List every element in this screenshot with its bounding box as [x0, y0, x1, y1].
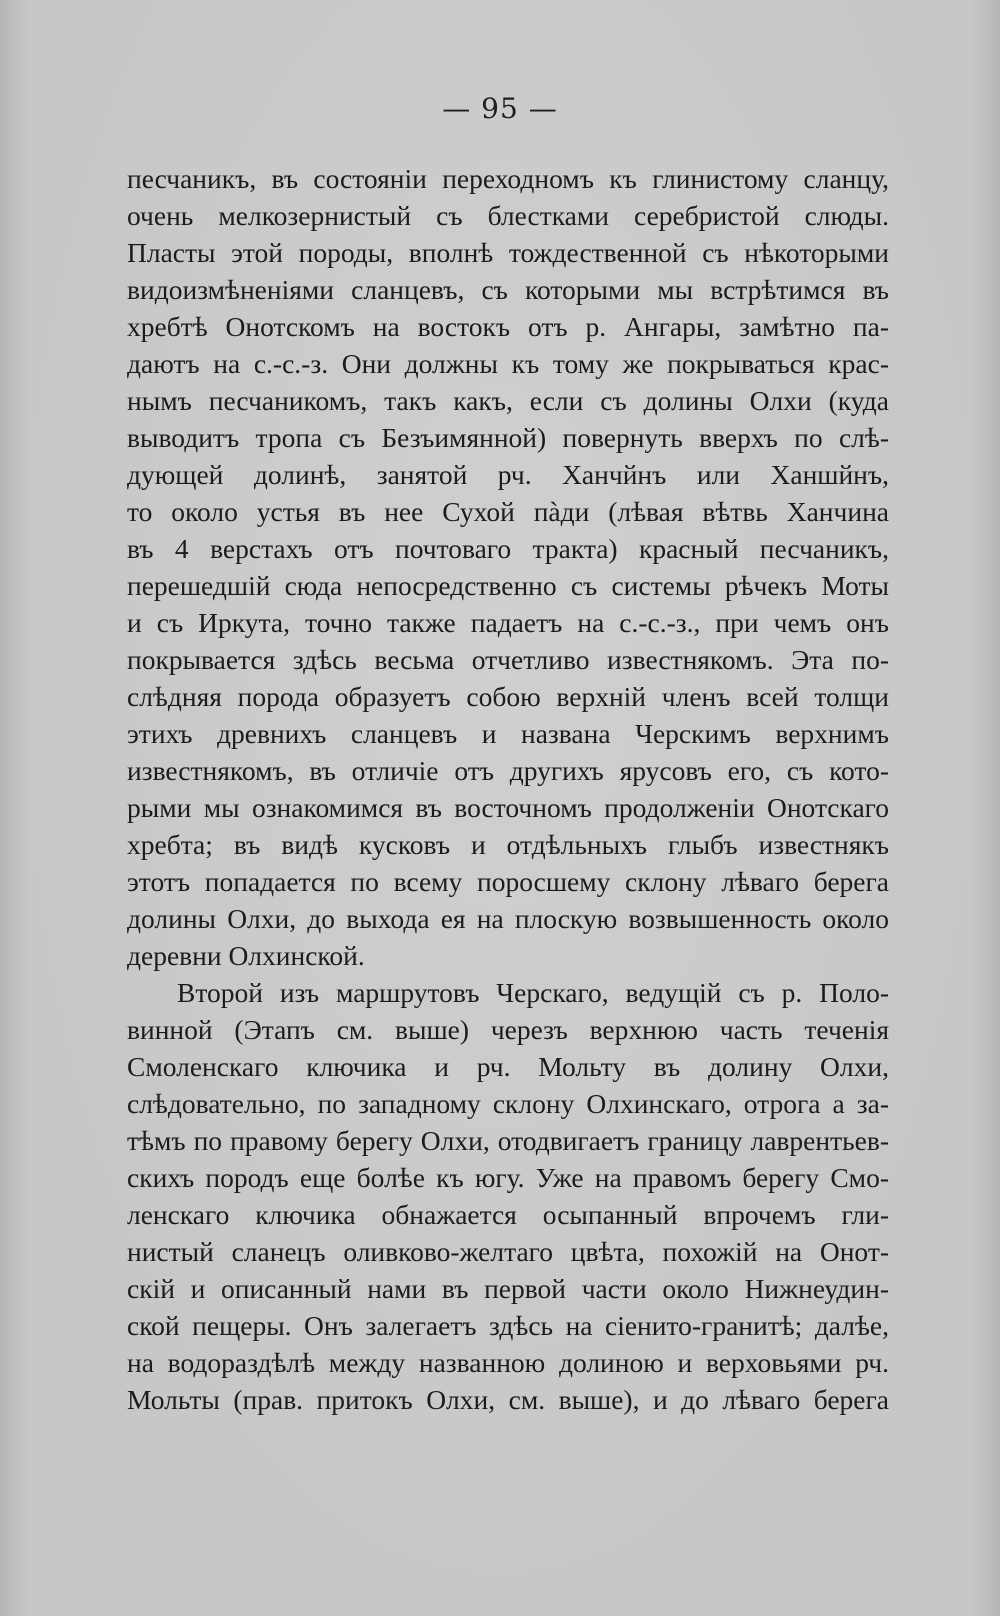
text-line: нистый сланецъ оливково-желтаго цвѣта, похожій на Онот- — [127, 1236, 889, 1267]
text-line: то около устья въ нее Сухой пàди (лѣвая вѣтвь Ханчина — [127, 496, 889, 527]
text-line: скихъ породъ еще болѣе къ югу. Уже на правомъ берегу Смо- — [127, 1162, 889, 1193]
text-line: слѣдовательно, по западному склону Олхинскаго, отрога а за- — [127, 1088, 889, 1119]
page-number: — 95 — — [442, 92, 558, 125]
text-line: песчаникъ, въ состояніи переходномъ къ глинистому сланцу, — [127, 163, 889, 194]
text-line: дующей долинѣ, занятой рч. Ханчйнъ или Ханшйнъ, — [127, 459, 889, 490]
text-line: хребта; въ видѣ кусковъ и отдѣльныхъ глыбъ известнякъ — [127, 829, 889, 860]
text-line: ской пещеры. Онъ залегаетъ здѣсь на сіенито-гранитѣ; далѣе, — [127, 1310, 889, 1341]
text-line: перешедшій сюда непосредственно съ системы рѣчекъ Моты — [127, 570, 889, 601]
text-line: деревни Олхинской. — [127, 940, 365, 971]
text-line: скій и описанный нами въ первой части около Нижнеудин- — [127, 1273, 889, 1304]
text-line: покрывается здѣсь весьма отчетливо известнякомъ. Эта по- — [127, 644, 889, 675]
text-line: на водораздѣлѣ между названною долиною и верховьями рч. — [127, 1347, 889, 1378]
text-line: Второй изъ маршрутовъ Черскаго, ведущій съ р. Поло- — [177, 977, 889, 1008]
text-line: выводитъ тропа съ Безъимянной) повернуть вверхъ по слѣ- — [127, 422, 889, 453]
text-line: ленскаго ключика обнажается осыпанный впрочемъ гли- — [127, 1199, 889, 1230]
text-line: винной (Этапъ см. выше) черезъ верхнюю часть теченія — [127, 1014, 889, 1045]
body-text — [127, 160, 889, 1418]
text-line: Мольты (прав. притокъ Олхи, см. выше), и до лѣваго берега — [127, 1384, 889, 1415]
text-line: долины Олхи, до выхода ея на плоскую возвышенность около — [127, 903, 889, 934]
text-line: рыми мы ознакомимся въ восточномъ продолженіи Онотскаго — [127, 792, 889, 823]
text-line: этотъ попадается по всему поросшему склону лѣваго берега — [127, 866, 889, 897]
text-line: тѣмъ по правому берегу Олхи, отодвигаетъ границу лаврентьев- — [127, 1125, 889, 1156]
text-line: даютъ на с.-с.-з. Они должны къ тому же покрываться крас- — [127, 348, 889, 379]
text-line: этихъ древнихъ сланцевъ и названа Черскимъ верхнимъ — [127, 718, 889, 749]
text-line: очень мелкозернистый съ блестками серебристой слюды. — [127, 200, 889, 231]
text-line: слѣдняя порода образуетъ собою верхній членъ всей толщи — [127, 681, 889, 712]
text-line: въ 4 верстахъ отъ почтоваго тракта) красный песчаникъ, — [127, 533, 889, 564]
text-line: Пласты этой породы, вполнѣ тождественной съ нѣкоторыми — [127, 237, 889, 268]
text-line: видоизмѣненіями сланцевъ, съ которыми мы встрѣтимся въ — [127, 274, 889, 305]
text-line: хребтѣ Онотскомъ на востокъ отъ р. Ангары, замѣтно па- — [127, 311, 889, 342]
text-line: известнякомъ, въ отличіе отъ другихъ ярусовъ его, съ кото- — [127, 755, 889, 786]
text-line: Смоленскаго ключика и рч. Мольту въ долину Олхи, — [127, 1051, 889, 1082]
text-line: и съ Иркута, точно также падаетъ на с.-с.-з., при чемъ онъ — [127, 607, 889, 638]
text-line: нымъ песчаникомъ, такъ какъ, если съ долины Олхи (куда — [127, 385, 889, 416]
